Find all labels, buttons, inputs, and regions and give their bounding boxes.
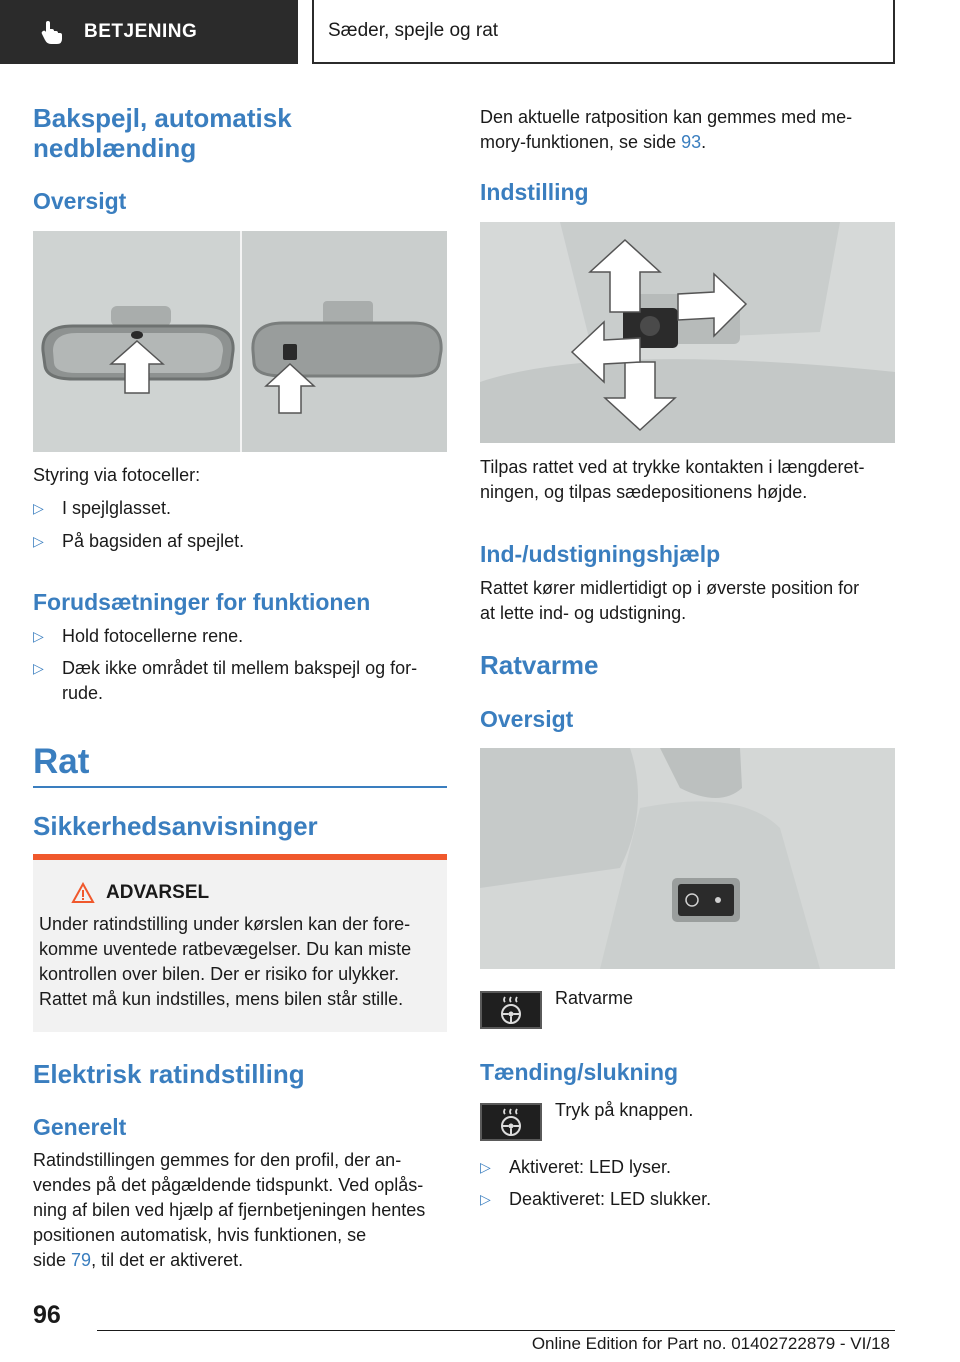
list-item: ▷ Hold fotocellerne rene. (33, 624, 447, 649)
header-chapter-label: Sæder, spejle og rat (328, 20, 499, 41)
triangle-bullet-icon: ▷ (33, 500, 44, 516)
warning-box (33, 860, 447, 1032)
mirror-photo (33, 231, 447, 452)
steering-heat-photo (480, 748, 895, 969)
steering-heat-button[interactable] (480, 991, 542, 1029)
mirror-overview-heading: Oversigt (33, 188, 127, 214)
triangle-bullet-icon: ▷ (480, 1191, 491, 1207)
prereq-heading: Forudsætninger for funktionen (33, 589, 371, 615)
triangle-bullet-icon: ▷ (33, 533, 44, 549)
page-number: 96 (33, 1301, 61, 1329)
steering-heat-illustration (480, 748, 895, 969)
steering-heat-button[interactable] (480, 1103, 542, 1141)
heated-steering-wheel-icon (493, 995, 529, 1025)
heat-icon-label: Ratvarme (555, 988, 634, 1008)
sensor-intro: Styring via fotoceller: (33, 465, 201, 485)
footer-edition: Online Edition for Part no. 01402722879 - VI/18 (531, 1334, 890, 1353)
warning-text: Under ratindstilling under kørslen kan der fore- komme uventede ratbevægelser. Du kan miste kontrollen over bilen. Der er risiko for ulykker. Rattet må kun indstilles, mens bilen står stille. (39, 914, 412, 1009)
adjust-text: Tilpas rattet ved at trykke kontakten i længderet- ningen, og tilpas sædepositionens højde. (480, 457, 865, 502)
page-ref-link[interactable]: 93 (681, 132, 702, 152)
entry-text: Rattet kører midlertidigt op i øverste position for at lette ind- og udstigning. (480, 578, 860, 623)
heat-overview-heading: Oversigt (480, 706, 574, 732)
onoff-text: Tryk på knappen. (555, 1100, 694, 1120)
mirror-title: Bakspejl, automatisk nedblænding (33, 103, 292, 163)
footer-divider (97, 1330, 895, 1331)
warning-triangle-icon (71, 882, 95, 904)
triangle-bullet-icon: ▷ (480, 1159, 491, 1175)
general-heading: Generelt (33, 1114, 127, 1140)
steering-adjust-illustration (480, 222, 895, 443)
list-item: ▷ På bagsiden af spejlet. (33, 529, 447, 554)
heat-heading: Ratvarme (480, 650, 599, 680)
mirror-illustration (33, 231, 447, 452)
triangle-bullet-icon: ▷ (33, 628, 44, 644)
list-item: ▷ Aktiveret: LED lyser. (480, 1155, 895, 1180)
safety-heading: Sikkerhedsanvisninger (33, 811, 318, 841)
general-text: Ratindstillingen gemmes for den profil, der an- vendes på det pågældende tidspunkt. Ved oplås- ning af bilen ved hjælp af fjernbetjeningen hentes positionen automatisk, hvis funktionen, se side 79, til det er aktiveret. (33, 1150, 426, 1270)
triangle-bullet-icon: ▷ (33, 660, 44, 676)
header-chapter (312, 0, 895, 64)
heated-steering-wheel-icon (493, 1107, 529, 1137)
rat-heading: Rat (33, 742, 90, 781)
hand-pointer-icon (38, 17, 68, 47)
memory-text: Den aktuelle ratposition kan gemmes med me- mory-funktionen, se side 93. (480, 107, 853, 152)
page-ref-link[interactable]: 79 (71, 1250, 92, 1270)
list-item: ▷ Dæk ikke området til mellem bakspejl og for- rude. (33, 658, 418, 703)
list-item: ▷ I spejlglasset. (33, 496, 447, 521)
header-section-label: BETJENING (84, 21, 198, 42)
entry-heading: Ind-/udstigningshjælp (480, 541, 721, 567)
warning-label: ADVARSEL (106, 882, 210, 903)
header-section-tab (0, 0, 298, 64)
section-divider (33, 786, 447, 788)
onoff-heading: Tænding/slukning (480, 1059, 679, 1085)
steering-adjust-photo (480, 222, 895, 443)
list-item: ▷ Deaktiveret: LED slukker. (480, 1187, 895, 1212)
electric-heading: Elektrisk ratindstilling (33, 1059, 305, 1089)
adjust-heading: Indstilling (480, 179, 589, 205)
